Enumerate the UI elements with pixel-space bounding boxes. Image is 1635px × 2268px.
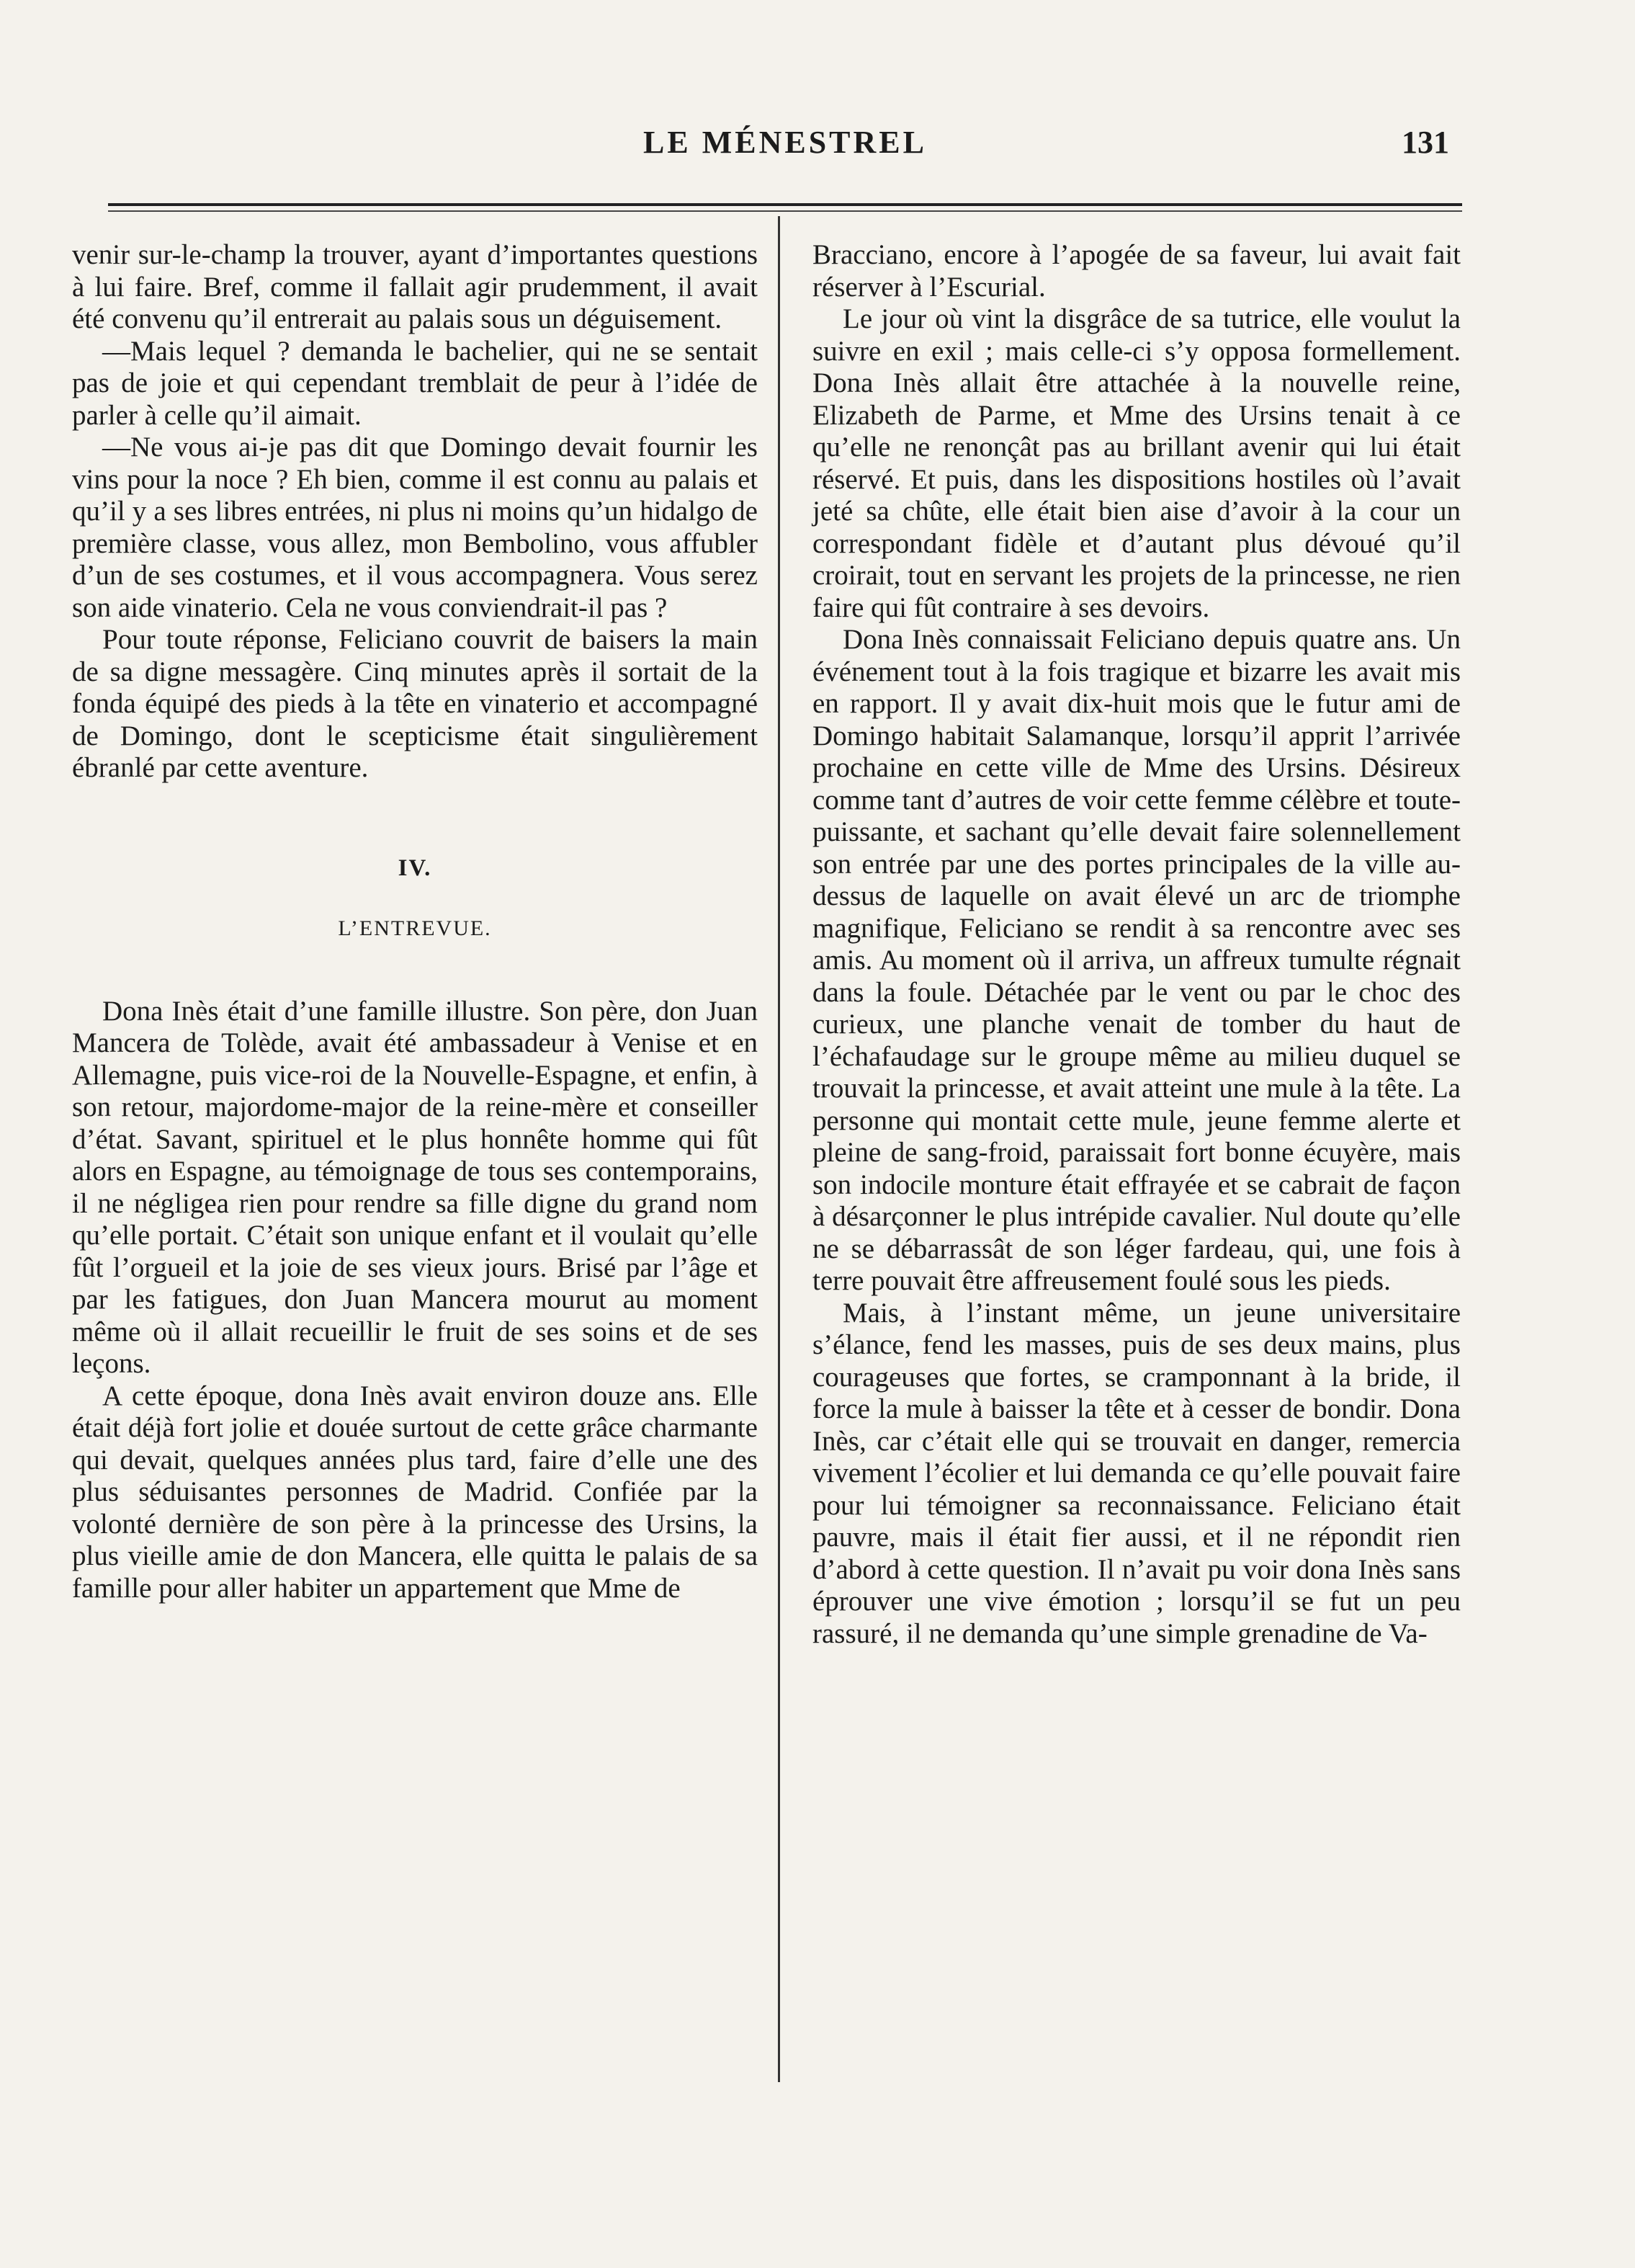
- paragraph: Mais, à l’instant même, un jeune universitaire s’élance, fend les masses, puis de ses deux mains, plus courageuses que fortes, se cramponnant à la bride, il force la mule à baisser la tête et à cesser de bondir. Dona Inès, car c’était elle qui se trouvait en danger, remercia vivement l’écolier et lui demanda ce qu’elle pouvait faire pour lui témoigner sa reconnaissance. Feliciano était pauvre, mais il était fier aussi, et il ne répondit rien d’abord à cette question. Il n’avait pu voir dona Inès sans éprouver une vive émotion ; lorsqu’il se fut un peu rassuré, il ne demanda qu’une simple grenadine de Va-: [812, 1297, 1461, 1649]
- paragraph: —Ne vous ai-je pas dit que Domingo devait fournir les vins pour la noce ? Eh bien, comme il est connu au palais et qu’il y a ses libres entrées, ni plus ni moins qu’un hidalgo de première classe, vous allez, mon Bembolino, vous affubler d’un de ses costumes, et il vous accompagnera. Vous serez son aide vinaterio. Cela ne vous conviendrait-il pas ?: [72, 432, 758, 623]
- page-number: 131: [1402, 125, 1449, 160]
- column-divider: [778, 216, 780, 2082]
- paragraph: Dona Inès connaissait Feliciano depuis quatre ans. Un événement tout à la fois tragique et bizarre les avait mis en rapport. Il y avait dix-huit mois que le futur ami de Domingo habitait Salamanque, lorsqu’il apprit l’arrivée prochaine en cette ville de Mme des Ursins. Désireux comme tant d’autres de voir cette femme célèbre et toute-puissante, et sachant qu’elle devait faire solennellement son entrée par une des portes principales de la ville au-dessus de laquelle on avait élevé un arc de triomphe magnifique, Feliciano se rendit à sa rencontre avec ses amis. Au moment où il arriva, un affreux tumulte régnait dans la foule. Détachée par le vent ou par le choc des curieux, une planche venait de tomber du haut de l’échafaudage sur le groupe même au milieu duquel se trouvait la princesse, et avait atteint une mule à la tête. La personne qui montait cette mule, jeune femme alerte et pleine de sang-froid, paraissait fort bonne écuyère, mais son indocile monture était effrayée et se cabrait de façon à désarçonner le plus intrépide cavalier. Nul doute qu’elle ne se débarrassât de son léger fardeau, qui, une fois à terre pouvait être affreusement foulé sous les pieds.: [812, 624, 1461, 1296]
- running-title: LE MÉNESTREL: [643, 125, 927, 160]
- paragraph: Le jour où vint la disgrâce de sa tutrice, elle voulut la suivre en exil ; mais celle-ci s’y opposa formellement. Dona Inès allait être attachée à la nouvelle reine, Elizabeth de Parme, et Mme des Ursins tenait à ce qu’elle ne renonçât pas au brillant avenir qui lui était réservé. Et puis, dans les dispositions hostiles où l’avait jeté sa chûte, elle était bien aise d’avoir à la cour un correspondant fidèle et d’autant plus dévoué qu’il croirait, tout en servant les projets de la princesse, ne rien faire qui fût contraire à ses devoirs.: [812, 303, 1461, 623]
- paragraph: Dona Inès était d’une famille illustre. Son père, don Juan Mancera de Tolède, avait été ambassadeur à Venise et en Allemagne, puis vice-roi de la Nouvelle-Espagne, et enfin, à son retour, majordome-major de la reine-mère et conseiller d’état. Savant, spirituel et le plus honnête homme qui fût alors en Espagne, au témoignage de tous ses contemporains, il ne négligea rien pour rendre sa fille digne du grand nom qu’elle portait. C’était son unique enfant et il voulait qu’elle fût l’orgueil et la joie de ses vieux jours. Brisé par l’âge et par les fatigues, don Juan Mancera mourut au moment même où il allait recueillir le fruit de ses soins et de ses leçons.: [72, 995, 758, 1379]
- paragraph: A cette époque, dona Inès avait environ douze ans. Elle était déjà fort jolie et douée surtout de cette grâce charmante qui devait, quelques années plus tard, faire d’elle une des plus séduisantes personnes de Madrid. Confiée par la volonté dernière de son père à la princesse des Ursins, la plus vieille amie de don Mancera, elle quitta le palais de sa famille pour aller habiter un appartement que Mme de: [72, 1380, 758, 1604]
- chapter-title: L’ENTREVUE.: [338, 916, 492, 940]
- paragraph: Pour toute réponse, Feliciano couvrit de baisers la main de sa digne messagère. Cinq minutes après il sortait de la fonda équipé des pieds à la tête en vinaterio et accompagné de Domingo, dont le scepticisme était singulièrement ébranlé par cette aventure.: [72, 624, 758, 783]
- paragraph: venir sur-le-champ la trouver, ayant d’importantes questions à lui faire. Bref, comme il fallait agir prudemment, il avait été convenu qu’il entrerait au palais sous un déguisement.: [72, 239, 758, 334]
- paragraph: —Mais lequel ? demanda le bachelier, qui ne se sentait pas de joie et qui cependant tremblait de peur à l’idée de parler à celle qu’il aimait.: [72, 335, 758, 431]
- page-header: [108, 124, 1462, 174]
- paragraph: Bracciano, encore à l’apogée de sa faveur, lui avait fait réserver à l’Escurial.: [812, 239, 1461, 303]
- section-number: IV.: [398, 854, 432, 881]
- left-column: [72, 239, 758, 1604]
- header-rule: [108, 203, 1462, 212]
- right-column: [812, 239, 1461, 1650]
